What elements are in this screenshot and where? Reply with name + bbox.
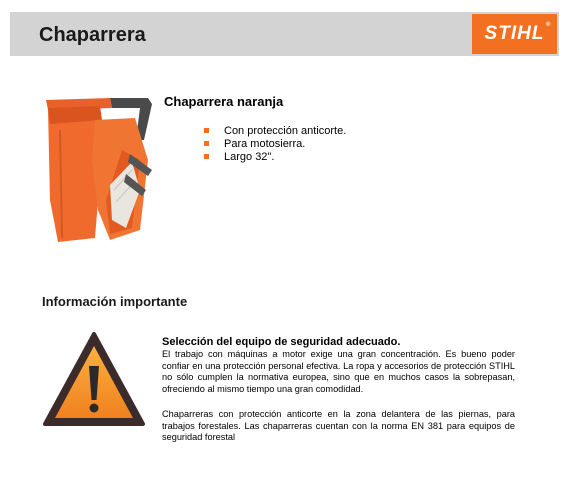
page-title: Chaparrera [39, 24, 146, 46]
section-heading: Selección del equipo de seguridad adecuado. [162, 336, 401, 348]
stihl-logo [472, 14, 557, 54]
info-section-title: Información importante [42, 294, 188, 309]
feature-list [204, 125, 346, 164]
paragraph: El trabajo con máquinas a motor exige una gran concentración. Es bueno poder confiar en una protección personal efectiva. La ropa y accesorios de protección STIHL no sólo cumplen la normativa europea, sino que en muchos casos la sobrepasan, ofreciendo al mismo tiempo una gran comodidad. [162, 349, 515, 394]
orange-chaps-image [40, 90, 155, 250]
list-item: Para motosierra. [204, 138, 346, 151]
logo-text: STIHL ® [484, 22, 552, 44]
header-bar [10, 12, 559, 56]
product-title: Chaparrera naranja [164, 94, 284, 109]
list-item: Largo 32". [204, 151, 346, 164]
paragraph: Chaparreras con protección anticorte en la zona delantera de las piernas, para trabajos forestales. Las chaparreras cuentan con la norma EN 381 para equipos de seguridad forestal [162, 409, 515, 443]
list-item: Con protección anticorte. [204, 125, 346, 138]
warning-triangle-icon [42, 330, 146, 430]
